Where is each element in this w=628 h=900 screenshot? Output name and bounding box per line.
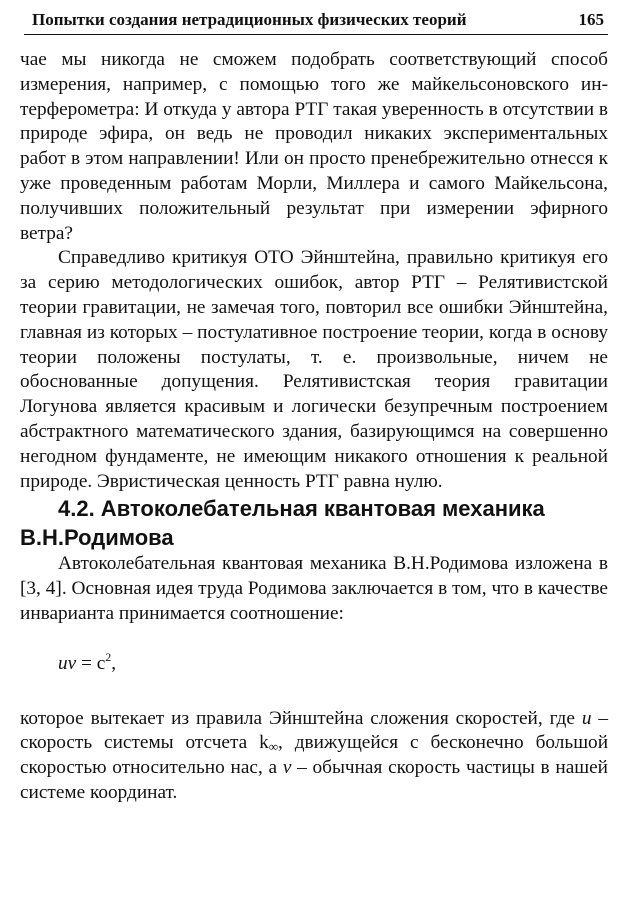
formula-lhs: uv bbox=[58, 652, 77, 674]
variable-v: v bbox=[282, 757, 292, 779]
paragraph-continuation: чае мы никогда не сможем подобрать соответствующий способ измерения, например, с помощью того же майкельсоновского интерферометра: И откуда у автора РТГ такая уверенность в отсутствии в природе эфира, он ведь не проводил никаких экспериментальных работ в этом направлении! Или он просто пренебрежительно отнесся к уже проведенным работам Морли, Миллера и самого Майкельсона, получивших положительный результат при измерении эфирного ветра? bbox=[20, 49, 608, 244]
formula-base: c bbox=[96, 652, 106, 674]
text-segment: , движущейся с бесконечно большой скоростью относительно нас, а bbox=[20, 732, 609, 779]
running-head bbox=[24, 8, 608, 35]
running-head-title: Попытки создания нетрадиционных физических теорий bbox=[32, 10, 467, 29]
formula-uv-c2 bbox=[58, 649, 608, 677]
formula-trail: , bbox=[111, 652, 117, 674]
text-segment: которое вытекает из правила Эйнштейна сложения скоростей, где bbox=[20, 707, 582, 729]
formula-exponent: 2 bbox=[105, 649, 112, 664]
text-segment: – обычная скорость частицы в нашей системе координат. bbox=[20, 757, 608, 803]
text-segment: – скорость системы отсчета k bbox=[20, 707, 608, 754]
infinity-subscript: ∞ bbox=[268, 739, 279, 755]
section-heading: 4.2. Автоколебательная квантовая механика В.Н.Родимова bbox=[20, 496, 545, 551]
formula-equals: = bbox=[76, 652, 97, 674]
paragraph-velocity-explanation bbox=[20, 707, 608, 806]
paragraph-rtg-critique: Справедливо критикуя ОТО Эйнштейна, правильно критикуя его за серию методологических ошибок, автор РТГ – Релятивистской теории гравитации, не замечая того, повторил все ошибки Эйнштейна, главная из которых – постулативное построение теории, когда в основу теории положены постулаты, т. е. произвольные, ничем не обоснованные допущения. Релятивистская теория гравитации Логунова является красивым и логически безупречным построением абстрактного математического здания, базирующимся на совершенно негодном фундаменте, не имеющим никакого отношения к реальной природе. Эвристическая ценность РТГ равна нулю. bbox=[20, 247, 608, 492]
paragraph-rodimov-intro: Автоколебательная квантовая механика В.Н.Родимова изложена в [3, 4]. Основная идея труда Родимова заключается в том, что в качестве инварианта принимается соотношение: bbox=[20, 553, 608, 624]
body-text bbox=[20, 48, 608, 806]
variable-u: u bbox=[581, 707, 592, 729]
page-number: 165 bbox=[578, 10, 604, 29]
